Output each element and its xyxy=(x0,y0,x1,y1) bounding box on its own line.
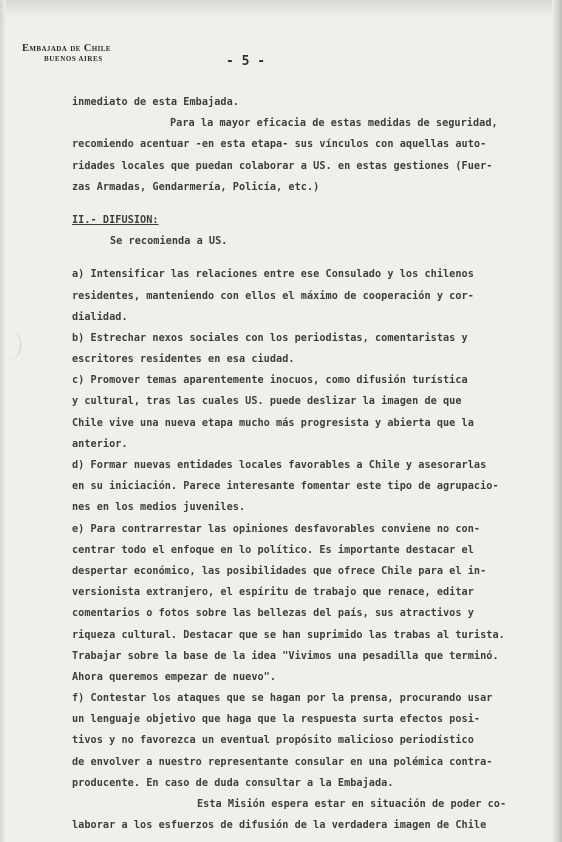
letterhead xyxy=(22,43,111,64)
text-line: laborar a los esfuerzos de difusión de la verdadera imagen de Chile xyxy=(72,820,487,832)
text-line: de envolver a nuestro representante consular en una polémica contra- xyxy=(72,756,493,768)
text-line: e) Para contrarrestar las opiniones desfavorables conviene no con- xyxy=(72,523,481,535)
text-line: f) Contestar los ataques que se hagan por la prensa, procurando usar xyxy=(72,693,493,705)
text-line: Para la mayor eficacia de estas medidas de seguridad, xyxy=(170,118,498,130)
text-line: a) Intensificar las relaciones entre ese Consulado y los chilenos xyxy=(72,269,474,281)
text-line: un lenguaje objetivo que haga que la respuesta surta efectos posi- xyxy=(72,714,481,726)
text-line: versionista extranjero, el espíritu de trabajo que renace, editar xyxy=(72,587,474,599)
text-line: zas Armadas, Gendarmería, Policía, etc.) xyxy=(72,181,320,193)
paragraph-spacer xyxy=(72,252,527,264)
text-line: Chile vive una nueva etapa mucho más progresista y abierta que la xyxy=(72,417,474,429)
text-line: Esta Misión espera estar en situación de poder co- xyxy=(197,799,507,810)
text-line: en su iniciación. Parece interesante fomentar este tipo de agrupacio- xyxy=(72,481,499,493)
text-line: d) Formar nuevas entidades locales favorables a Chile y asesorarlas xyxy=(72,460,487,471)
text-line: Trabajar sobre la base de la idea "Vivimos una pesadilla que terminó. xyxy=(72,650,499,662)
text-line: anterior. xyxy=(72,438,128,450)
text-line: producente. En caso de duda consultar a la Embajada. xyxy=(72,777,394,789)
text-line: y cultural, tras las cuales US. puede deslizar la imagen de que xyxy=(72,396,462,408)
text-line: dialidad. xyxy=(72,311,128,323)
text-line: centrar todo el enfoque en lo político. Es importante destacar el xyxy=(72,544,474,556)
text-line: escritores residentes en esa ciudad. xyxy=(72,354,295,366)
text-line: ridades locales que puedan colaborar a US. en estas gestiones (Fuer- xyxy=(72,160,493,172)
document-body xyxy=(72,92,527,836)
text-line: despertar económico, las posibilidades que ofrece Chile para el in- xyxy=(72,565,487,577)
text-line: residentes, manteniendo con ellos el máximo de cooperación y cor- xyxy=(72,290,474,302)
page-top-shadow xyxy=(0,0,562,18)
text-line: inmediato de esta Embajada. xyxy=(72,97,239,108)
letterhead-city: BUENOS AIRES xyxy=(44,55,103,63)
text-line: riqueza cultural. Destacar que se han suprimido las trabas al turista. xyxy=(72,629,505,641)
text-line: nes en los medios juveniles. xyxy=(72,502,246,514)
text-line: comentarios o fotos sobre las bellezas del país, sus atractivos y xyxy=(72,608,474,620)
text-line: tivos y no favorezca un eventual propósito malicioso periodístico xyxy=(72,735,474,747)
page-left-shadow xyxy=(0,0,6,842)
text-line: b) Estrechar nexos sociales con los periodistas, comentaristas y xyxy=(72,332,468,344)
paragraph-spacer xyxy=(72,198,527,210)
text-line: Se recomienda a US. xyxy=(110,236,228,248)
page-number: - 5 - xyxy=(226,54,266,69)
page-right-shadow xyxy=(552,0,562,842)
letterhead-embassy: Embajada de Chile xyxy=(22,43,111,54)
section-heading: II.- DIFUSION: xyxy=(72,214,159,226)
punch-hole-mark xyxy=(8,330,21,360)
text-line: recomiendo acentuar -en esta etapa- sus vínculos con aquellas auto- xyxy=(72,139,487,151)
text-line: c) Promover temas aparentemente inocuos, como difusión turística xyxy=(72,375,468,387)
text-line: Ahora queremos empezar de nuevo". xyxy=(72,671,277,683)
